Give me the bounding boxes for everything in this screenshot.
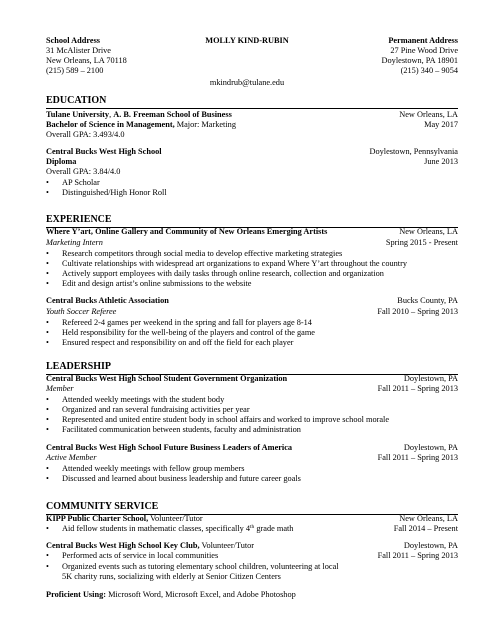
job2-org: Central Bucks Athletic Association — [46, 296, 169, 305]
education-rule — [46, 108, 458, 109]
school-address-line1: 31 McAlister Drive — [46, 46, 111, 55]
experience-heading: EXPERIENCE — [46, 214, 112, 225]
job1-title: Marketing Intern — [46, 238, 103, 247]
job2-date: Fall 2010 – Spring 2013 — [377, 307, 458, 316]
permanent-address-title: Permanent Address — [388, 36, 458, 45]
tulane-date: May 2017 — [424, 120, 458, 129]
hs-degree: Diploma — [46, 157, 77, 166]
hs-location: Doylestown, Pennsylvania — [369, 147, 458, 156]
leadership-heading: LEADERSHIP — [46, 361, 112, 372]
permanent-address-line1: 27 Pine Wood Drive — [390, 46, 458, 55]
school-address-line2: New Orleans, LA 70118 — [46, 56, 127, 65]
hs-date: June 2013 — [424, 157, 458, 166]
leadership1-org: Central Bucks West High School Student Government Organization — [46, 374, 288, 383]
job1-location: New Orleans, LA — [399, 227, 458, 236]
job2-location: Bucks County, PA — [397, 296, 458, 305]
school-address-title: School Address — [46, 36, 101, 45]
skills-line: Proficient Using: Microsoft Word, Microsoft Excel, and Adobe Photoshop — [46, 590, 296, 599]
leadership1-title: Member — [46, 384, 74, 393]
tulane-gpa: Overall GPA: 3.493/4.0 — [46, 130, 125, 139]
community-heading: COMMUNITY SERVICE — [46, 501, 159, 512]
leadership2-title: Active Member — [46, 453, 97, 462]
education-heading: EDUCATION — [46, 95, 107, 106]
permanent-address-line2: Doylestown, PA 18901 — [381, 56, 458, 65]
job1-org: Where Y’art, Online Gallery and Community of New Orleans Emerging Artists — [46, 227, 328, 236]
hs-school: Central Bucks West High School — [46, 147, 162, 156]
leadership2-date: Fall 2011 – Spring 2013 — [377, 453, 458, 462]
school-phone: (215) 589 – 2100 — [46, 66, 104, 75]
list-item-continuation: 5K charity runs, socializing with elderly at Senior Citizen Centers — [62, 572, 281, 581]
leadership2-location: Doylestown, PA — [403, 443, 458, 452]
email-link[interactable]: mkindrub@tulane.edu — [209, 78, 285, 87]
tulane-degree: Bachelor of Science in Management, Major: Marketing — [46, 120, 236, 129]
community2-date: Fall 2011 – Spring 2013 — [377, 551, 458, 560]
candidate-name: MOLLY KIND-RUBIN — [205, 36, 289, 45]
resume-page: School Address 31 McAlister Drive New Orleans, LA 70118 (215) 589 – 2100 MOLLY KIND-RUBIN mkindrub@tulane.edu Permanent Address 27 Pine Wood Drive Doylestown, PA 18901 (215) 340 – 9054 EDUCATION Tulane University, A. B. Freeman School of Business New Orleans, LA Bachelor of Science in Management, Major: Marketing May 2017 Overall GPA: 3.493/4.0 Central Bucks West High School Doylestown, Pennsylvania Diploma June 2013 Overall GPA: 3.84/4.0 • AP Scholar • Distinguished/High Honor Roll EXPERIENCE Where Y’art, Online Gallery and Community of New Orleans Emerging Artists New Orleans, LA Marketing Intern Spring 2015 - Present • Research competitors through social media to develop effective marketing strategies • Cultivate relationships with widespread art organizations to expand Where Y’art throughout the country • Actively support employees with daily tasks through online research, collection and organization • Edit and design artist’s online submissions to the website Central Bucks Athletic Association Bucks County, PA Youth Soccer Referee Fall 2010 – Spring 2013 • Refereed 2-4 games per weekend in the spring and fall for players age 8-14 • Held responsibility for the well-being of the players and control of the game • Ensured respect and responsibility on and off the field for each player LEADERSHIP Central Bucks West High School Student Government Organization Doylestown, PA Member Fall 2011 – Spring 2013 • Attended weekly meetings with the student body • Organized and ran several fundraising activities per year • Represented and united entire student body in school affairs and worked to improve school morale • Facilitated communication between students, faculty and administration Central Bucks West High School Future Business Leaders of America Doylestown, PA Active Member Fall 2011 – Spring 2013 • Attended weekly meetings with fellow group members • Discussed and learned about business leadership and future career goals COMMUNITY SERVICE KIPP Public Charter School, Volunteer/Tutor New Orleans, LA • Aid fellow students in mathematic classes, specifically 4th grade math Fall 2014 – Present Central Bucks West High School Key Club, Volunteer/Tutor Doylestown, PA • Performed acts of service in local communities Fall 2011 – Spring 2013 • Organized events such as tutoring elementary school children, volunteering at local 5K charity runs, socializing with elderly at Senior Citizen Centers Proficient Using: Microsoft Word, Microsoft Excel, and Adobe Photoshop — [46, 36, 458, 599]
job1-date: Spring 2015 - Present — [385, 238, 458, 247]
permanent-phone: (215) 340 – 9054 — [400, 66, 458, 75]
hs-gpa: Overall GPA: 3.84/4.0 — [46, 167, 121, 176]
community1-org: KIPP Public Charter School, Volunteer/Tutor — [46, 514, 203, 523]
tulane-school: Tulane University, A. B. Freeman School of Business — [46, 110, 232, 119]
leadership1-date: Fall 2011 – Spring 2013 — [377, 384, 458, 393]
community2-location: Doylestown, PA — [403, 541, 458, 550]
leadership2-org: Central Bucks West High School Future Business Leaders of America — [46, 443, 293, 452]
community1-date: Fall 2014 – Present — [393, 524, 458, 533]
job2-title: Youth Soccer Referee — [46, 307, 117, 316]
tulane-location: New Orleans, LA — [399, 110, 458, 119]
community2-org: Central Bucks West High School Key Club, Volunteer/Tutor — [46, 541, 255, 550]
leadership1-location: Doylestown, PA — [403, 374, 458, 383]
community1-location: New Orleans, LA — [399, 514, 458, 523]
